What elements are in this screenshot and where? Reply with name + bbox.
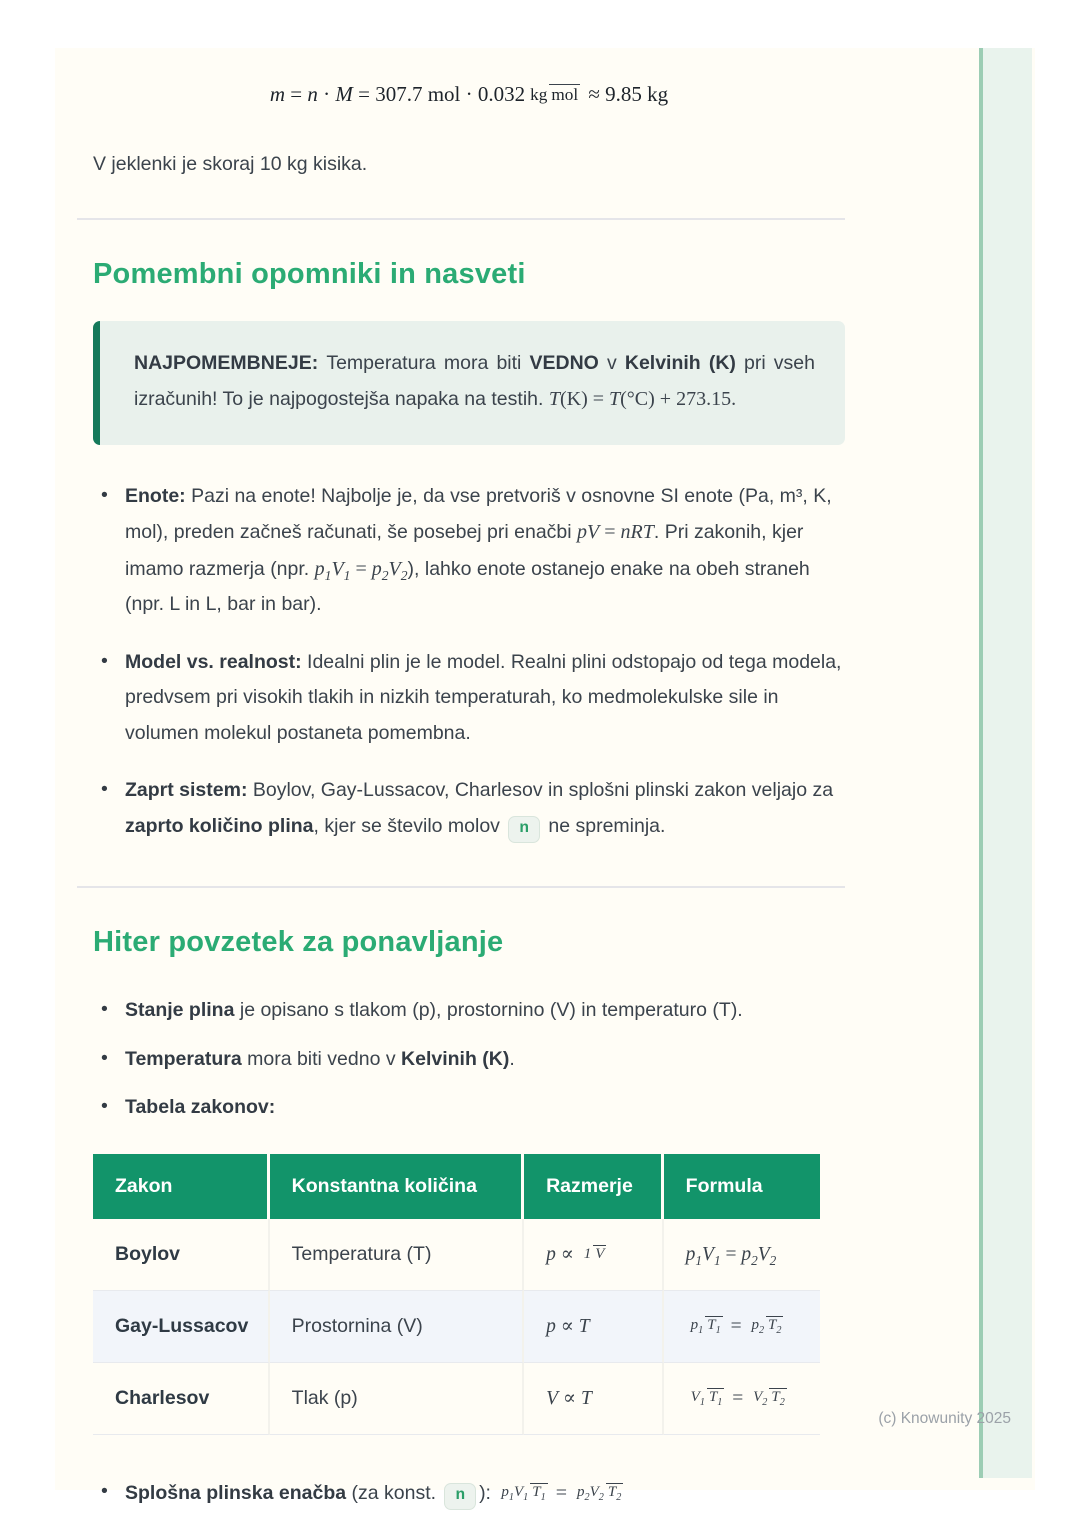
bullet-item [93,645,845,751]
table-cell: p ∝ 1 V [524,1219,664,1291]
table-row [93,1291,820,1363]
table-body [93,1219,820,1435]
table-cell: V ∝ T [524,1363,664,1435]
math-fraction: 1 V [583,1245,605,1262]
math-fraction: $V_2$ $T_2$ [753,1389,785,1409]
bullet-text: Zaprt sistem: Boylov, Gay-Lussacov, Charlesov in splošni plinski zakon veljajo za zaprto količino plina, kjer se število molov n ne spreminja. [125,779,833,836]
bullet-marker: • [101,1095,108,1118]
final-note-text: Splošna plinska enačba (za konst. n ): $p_1V_1$ $T_1 = p_2V_2$ $T_2$ [125,1482,626,1504]
table-header-razmerje: Razmerje [524,1154,664,1219]
math-fraction: $p_1$ $T_1$ [690,1317,721,1337]
final-note-list [93,1475,845,1511]
bullet-item [93,479,845,623]
table-cell: Tlak (p) [270,1363,524,1435]
gas-laws-table [93,1154,820,1435]
table-cell: Charlesov [93,1363,270,1435]
table-cell: Gay-Lussacov [93,1291,270,1363]
table-row [93,1363,820,1435]
important-callout [93,321,845,445]
section-divider-2 [77,886,845,888]
table-cell: $p_1$ $T_1 = p_2$ $T_2$ [664,1291,820,1363]
table-row [93,1219,820,1291]
callout-text: NAJPOMEMBNEJE: Temperatura mora biti VEDNO v Kelvinih (K) pri vseh izračunih! To je najpogostejša napaka na testih. T(K) = T(°C) + 273.15. [134,352,816,411]
bullet-marker: • [101,1046,108,1069]
inline-variable-badge: n [508,816,540,844]
bullet-marker: • [101,649,108,672]
inline-variable-badge: n [444,1483,476,1511]
bullet-marker: • [101,1479,108,1502]
bullet-text: Tabela zakonov: [125,1096,276,1119]
mass-formula: m = n · M = 307.7 mol · 0.032 kg mol ≈ 9.85 kg [269,82,669,106]
math-fraction: $p_2V_2$ $T_2$ [576,1484,622,1504]
table-cell: $V_1$ $T_1 = V_2$ $T_2$ [664,1363,820,1435]
bullet-item [93,993,845,1028]
table-cell: Boylov [93,1219,270,1291]
math-fraction: $p_2$ $T_2$ [751,1317,782,1337]
table-header-konstanta: Konstantna količina [270,1154,524,1219]
section-title-summary: Hiter povzetek za ponavljanje [93,926,504,959]
bullet-text: Enote: Pazi na enote! Najbolje je, da vse pretvoriš v osnovne SI enote (Pa, m³, K, mol), preden začneš računati, še posebej pri enačbi pV = nRT. Pri zakonih, kjer imamo razmerja (npr. $p_1V_1 = p_2V_2$), lahko enote ostanejo enake na obeh straneh (npr. L in L, bar in bar). [125,484,832,616]
bullet-marker: • [101,778,108,801]
bullet-marker: • [101,998,108,1021]
bullet-text: Stanje plina je opisano s tlakom (p), prostornino (V) in temperaturo (T). [125,999,743,1022]
bullet-item [93,1042,845,1077]
table-cell: $p_1V_1 = p_2V_2$ [664,1219,820,1291]
document-page [55,48,1035,1504]
decorative-side-strip [979,48,1032,1478]
page-content [93,48,845,1511]
bullet-item [93,1090,845,1125]
table-header-row [93,1154,820,1219]
summary-list [93,993,845,1125]
table-cell: p ∝ T [524,1291,664,1363]
bullet-text: Temperatura mora biti vedno v Kelvinih (K). [125,1047,515,1070]
math-fraction: kg mol [530,84,579,104]
math-fraction: $V_1$ $T_1$ [690,1389,723,1409]
bullet-marker: • [101,483,108,506]
section-title-notes: Pomembni opomniki in nasveti [93,258,526,290]
math-fraction: $p_1V_1$ $T_1$ [501,1484,546,1504]
section-divider-1 [77,218,845,220]
bullet-item [93,1475,845,1511]
bullet-item [93,773,845,844]
table-cell: Temperatura (T) [270,1219,524,1291]
copyright-text: (c) Knowunity 2025 [878,1410,1011,1427]
table-header-zakon: Zakon [93,1154,270,1219]
table-cell: Prostornina (V) [270,1291,524,1363]
bullet-text: Model vs. realnost: Idealni plin je le model. Realni plini odstopajo od tega modela, predvsem pri visokih tlakih in nizkih temperaturah, ko medmolekulske sile in volumen molekul postaneta pomembna. [125,650,842,744]
table-header-formula: Formula [664,1154,820,1219]
intro-text: V jeklenki je skoraj 10 kg kisika. [93,153,368,175]
notes-list [93,479,845,844]
